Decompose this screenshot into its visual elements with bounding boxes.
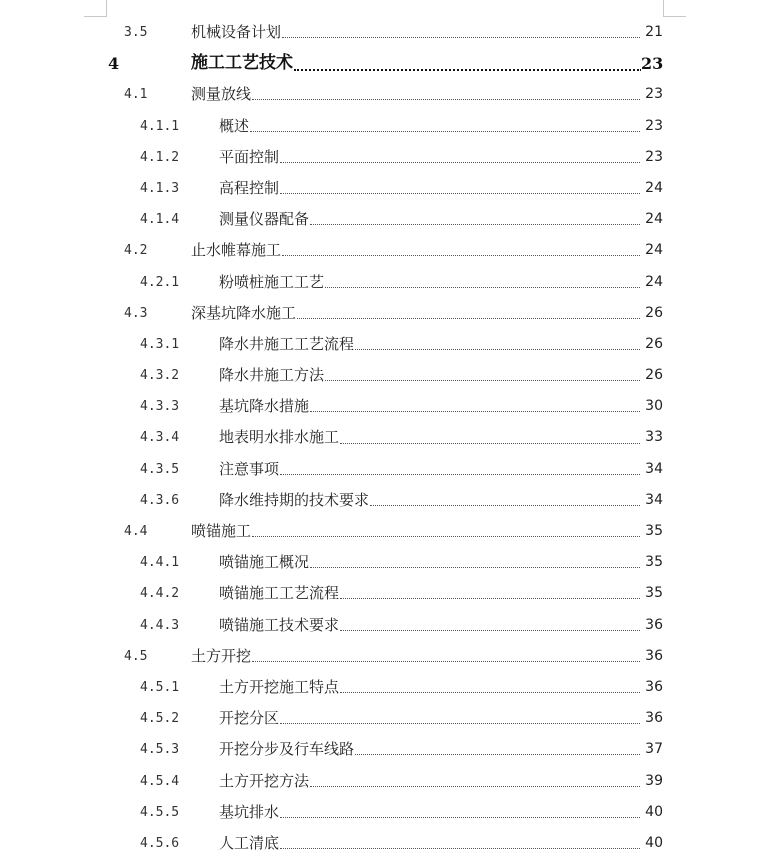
toc-entry-number: 4.3.3 [140,399,180,415]
toc-entry-page-number: 30 [641,391,663,422]
toc-entry-page-number: 39 [641,766,663,797]
toc-entry-number: 4.1 [124,87,148,103]
toc-entry[interactable] [0,17,780,48]
toc-entry-title[interactable]: 开挖分步及行车线路 [219,734,355,765]
toc-entry-number: 4.1.3 [140,180,180,196]
toc-entry[interactable] [0,578,780,609]
toc-entry-page-number: 26 [641,298,663,329]
toc-entry-dot-leader [280,193,642,194]
toc-entry-leader-line [219,391,642,422]
toc-entry-leader-line [219,267,642,298]
toc-entry-page-number: 23 [641,111,663,142]
toc-entry-title[interactable]: 粉喷桩施工工艺 [219,267,325,298]
toc-entry-page-number: 34 [641,454,663,485]
toc-entry-leader-line [219,766,642,797]
toc-entry-title[interactable]: 降水井施工方法 [219,360,325,391]
toc-entry-title[interactable]: 注意事项 [219,454,280,485]
toc-entry-page-number: 36 [641,672,663,703]
toc-entry-leader-line [219,703,642,734]
toc-entry-page-number: 40 [641,797,663,828]
toc-entry-title[interactable]: 机械设备计划 [191,17,282,48]
toc-entry[interactable] [0,142,780,173]
toc-entry-page-number: 36 [641,641,663,672]
toc-entry-page-number: 34 [641,485,663,516]
toc-entry-leader-line [219,547,642,578]
toc-entry-leader-line [219,204,642,235]
toc-entry-title[interactable]: 土方开挖方法 [219,766,310,797]
toc-entry-leader-line [191,298,642,329]
toc-entry-number: 4.1.1 [140,118,180,134]
toc-entry-page-number: 35 [641,578,663,609]
toc-entry-number: 4.3 [124,305,148,321]
toc-entry[interactable] [0,485,780,516]
toc-entry-leader-line [219,111,642,142]
toc-entry-title[interactable]: 开挖分区 [219,703,280,734]
toc-entry-number: 4 [108,54,120,74]
toc-entry-title[interactable]: 基坑降水措施 [219,391,310,422]
toc-entry-title[interactable]: 土方开挖 [191,641,252,672]
toc-entry-dot-leader [340,630,642,631]
toc-entry-number: 4.4 [124,524,148,539]
toc-entry-title[interactable]: 喷锚施工工艺流程 [219,578,340,609]
toc-entry-dot-leader [252,536,642,537]
toc-entry-dot-leader [340,598,642,599]
toc-entry-number: 4.5.6 [140,835,180,851]
toc-entry-dot-leader [310,567,642,568]
toc-entry-dot-leader [252,661,642,662]
toc-entry-page-number: 40 [641,828,663,859]
toc-entry[interactable] [0,547,780,578]
page-corner-mark-left [84,0,107,17]
toc-entry-leader-line [219,734,642,765]
toc-entry-page-number: 24 [641,204,663,235]
toc-entry-title[interactable]: 高程控制 [219,173,280,204]
toc-entry-leader-line [191,17,642,48]
toc-entry-page-number: 24 [641,235,663,266]
toc-entry[interactable] [0,703,780,734]
toc-entry-dot-leader [310,786,642,787]
toc-entry-dot-leader [325,380,642,381]
toc-entry[interactable] [0,422,780,453]
toc-entry-number: 4.3.5 [140,461,180,477]
toc-entry-title[interactable]: 喷锚施工概况 [219,547,310,578]
toc-entry-page-number: 33 [641,422,663,453]
toc-entry-number: 4.1.4 [140,212,180,228]
toc-entry-title[interactable]: 喷锚施工 [191,516,252,547]
toc-entry-title[interactable]: 测量仪器配备 [219,204,310,235]
toc-entry[interactable] [0,111,780,142]
toc-entry-title[interactable]: 平面控制 [219,142,280,173]
toc-entry-leader-line [219,828,642,859]
toc-entry-dot-leader [310,224,642,225]
toc-entry-leader-line [219,173,642,204]
toc-entry-title[interactable]: 人工清底 [219,828,280,859]
toc-entry-number: 4.2 [124,243,148,259]
toc-entry-dot-leader [294,69,642,71]
toc-entry[interactable] [0,828,780,859]
toc-entry[interactable] [0,360,780,391]
toc-entry-page-number: 37 [641,734,663,765]
toc-entry[interactable] [0,329,780,360]
toc-entry-title[interactable]: 概述 [219,111,250,142]
toc-entry-leader-line [219,797,642,828]
toc-entry-page-number: 21 [641,17,663,48]
table-of-contents [0,17,780,859]
toc-entry-leader-line [219,142,642,173]
toc-entry-dot-leader [340,692,642,693]
toc-entry[interactable] [0,267,780,298]
toc-entry-leader-line [219,422,642,453]
toc-entry-dot-leader [355,349,642,350]
toc-entry-dot-leader [340,443,642,444]
toc-entry-number: 4.5.5 [140,804,180,820]
toc-entry-title[interactable]: 止水帷幕施工 [191,235,282,266]
toc-entry-dot-leader [370,505,642,506]
toc-entry-dot-leader [355,754,642,755]
toc-entry-leader-line [219,485,642,516]
toc-entry-title[interactable]: 土方开挖施工特点 [219,672,340,703]
toc-entry[interactable] [0,48,780,79]
toc-entry-title[interactable]: 降水维持期的技术要求 [219,485,370,516]
toc-entry-number: 4.4.2 [140,586,180,602]
toc-entry[interactable] [0,610,780,641]
toc-entry-leader-line [191,79,642,110]
toc-entry-leader-line [219,360,642,391]
toc-entry[interactable] [0,204,780,235]
toc-entry-leader-line [219,610,642,641]
toc-entry-number: 4.1.2 [140,149,180,165]
toc-entry[interactable] [0,516,780,547]
toc-entry-page-number: 23 [641,142,663,173]
toc-entry-dot-leader [282,37,642,38]
toc-entry[interactable] [0,797,780,828]
toc-entry[interactable] [0,672,780,703]
toc-entry-dot-leader [280,848,642,849]
toc-entry[interactable] [0,391,780,422]
toc-entry[interactable] [0,454,780,485]
toc-entry-number: 4.3.4 [140,430,180,446]
toc-entry-leader-line [219,578,642,609]
toc-entry-leader-line [191,235,642,266]
toc-entry-dot-leader [280,723,642,724]
toc-entry[interactable] [0,298,780,329]
toc-entry-leader-line [219,672,642,703]
toc-entry-title[interactable]: 测量放线 [191,79,252,110]
toc-entry-page-number: 24 [641,267,663,298]
toc-entry[interactable] [0,173,780,204]
toc-entry[interactable] [0,641,780,672]
toc-entry-number: 4.3.2 [140,368,180,384]
toc-entry-dot-leader [310,411,642,412]
toc-entry-leader-line [219,329,642,360]
toc-entry-dot-leader [282,255,642,256]
toc-entry-title[interactable]: 基坑排水 [219,797,280,828]
toc-entry-number: 4.4.1 [140,555,180,571]
toc-entry-title[interactable]: 降水井施工工艺流程 [219,329,355,360]
toc-entry-dot-leader [252,99,642,100]
toc-entry-title[interactable]: 施工工艺技术 [191,48,294,79]
toc-entry-leader-line [191,48,642,79]
toc-entry-number: 4.3.6 [140,492,180,508]
toc-entry-dot-leader [297,318,642,319]
toc-entry-number: 3.5 [124,25,148,40]
toc-entry-page-number: 26 [641,360,663,391]
toc-entry-number: 4.5 [124,648,148,664]
toc-entry-number: 4.5.2 [140,711,180,727]
toc-entry-dot-leader [280,817,642,818]
toc-entry-title[interactable]: 深基坑降水施工 [191,298,297,329]
toc-entry-number: 4.5.1 [140,679,180,695]
toc-entry-page-number: 36 [641,703,663,734]
toc-entry-dot-leader [325,287,642,288]
toc-entry-page-number: 26 [641,329,663,360]
toc-entry-number: 4.4.3 [140,617,180,633]
toc-entry-number: 4.5.3 [140,742,180,758]
toc-entry[interactable] [0,766,780,797]
toc-entry-leader-line [219,454,642,485]
toc-entry-dot-leader [280,474,642,475]
toc-entry-leader-line [191,516,642,547]
toc-entry-page-number: 35 [641,547,663,578]
toc-entry-page-number: 35 [641,516,663,547]
page-corner-mark-right [663,0,686,17]
toc-entry-page-number: 36 [641,610,663,641]
toc-entry-leader-line [191,641,642,672]
toc-entry-number: 4.2.1 [140,274,180,290]
toc-entry-page-number: 23 [641,48,663,79]
toc-entry-title[interactable]: 喷锚施工技术要求 [219,610,340,641]
toc-entry-dot-leader [250,131,642,132]
toc-entry-page-number: 24 [641,173,663,204]
toc-entry-number: 4.3.1 [140,336,180,352]
toc-entry-dot-leader [280,162,642,163]
toc-entry[interactable] [0,235,780,266]
toc-entry-number: 4.5.4 [140,773,180,789]
toc-entry-page-number: 23 [641,79,663,110]
toc-entry[interactable] [0,79,780,110]
toc-entry[interactable] [0,734,780,765]
toc-entry-title[interactable]: 地表明水排水施工 [219,422,340,453]
